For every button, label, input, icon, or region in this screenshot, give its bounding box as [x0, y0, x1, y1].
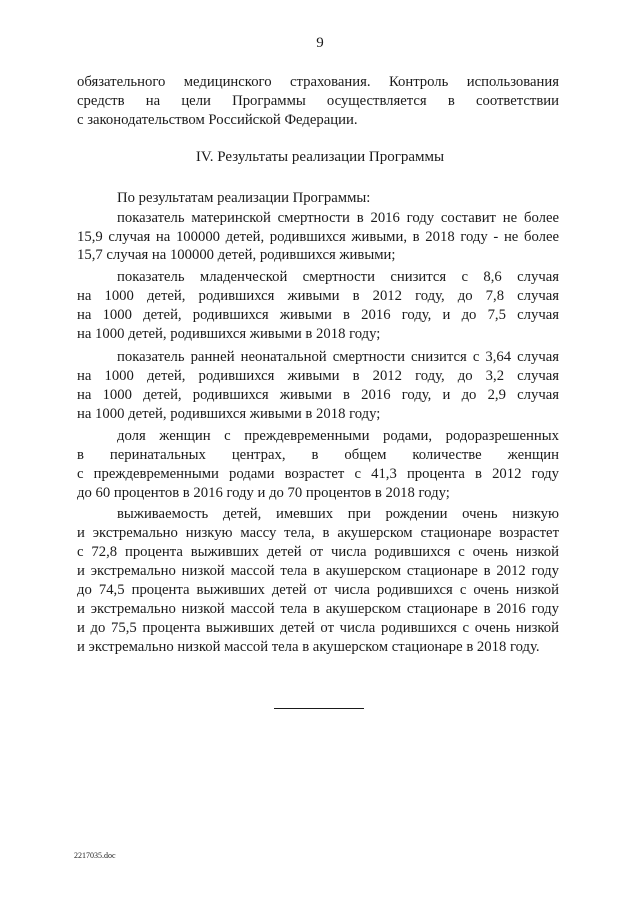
paragraph-line: и экстремально низкой массой тела в акушерском стационаре в 2012 году [77, 563, 559, 579]
paragraph-line: в перинатальных центрах, в общем количестве женщин [77, 447, 559, 463]
lead-line: По результатам реализации Программы: [117, 190, 371, 206]
paragraph-line: на 1000 детей, родившихся живыми в 2016 году, и до 7,5 случая [77, 307, 559, 323]
intro-line: средств на цели Программы осуществляется в соответствии [77, 93, 559, 109]
end-divider [274, 708, 364, 709]
paragraph-line: показатель материнской смертности в 2016 году составит не более [117, 210, 559, 226]
footer-file-code: 2217035.doc [74, 851, 116, 860]
page-number: 9 [316, 35, 324, 51]
section-heading: IV. Результаты реализации Программы [195, 149, 445, 165]
paragraph-line: на 1000 детей, родившихся живыми в 2016 году, и до 2,9 случая [77, 387, 559, 403]
paragraph-line: показатель младенческой смертности снизится с 8,6 случая [117, 269, 559, 285]
paragraph-line: и экстремально низкую массу тела, в акушерском стационаре возрастет [77, 525, 559, 541]
paragraph-line: и до 75,5 процента выживших детей от числа родившихся с очень низкой [77, 620, 559, 636]
paragraph-line: и экстремально низкой массой тела в акушерском стационаре в 2018 году. [77, 639, 540, 655]
paragraph-line: с 72,8 процента выживших детей от числа родившихся с очень низкой [77, 544, 559, 560]
paragraph-line: на 1000 детей, родившихся живыми в 2012 году, до 7,8 случая [77, 288, 559, 304]
paragraph-line: с преждевременными родами возрастет с 41,3 процента в 2012 году [77, 466, 559, 482]
paragraph-line: и экстремально низкой массой тела в акушерском стационаре в 2016 году [77, 601, 559, 617]
paragraph-line: показатель ранней неонатальной смертности снизится с 3,64 случая [117, 349, 559, 365]
paragraph-line: 15,9 случая на 100000 детей, родившихся живыми, в 2018 году - не более [77, 229, 559, 245]
paragraph-line: 15,7 случая на 100000 детей, родившихся живыми; [77, 247, 396, 263]
paragraph-line: на 1000 детей, родившихся живыми в 2012 году, до 3,2 случая [77, 368, 559, 384]
paragraph-line: на 1000 детей, родившихся живыми в 2018 году; [77, 326, 381, 342]
intro-line: обязательного медицинского страхования. Контроль использования [77, 74, 559, 90]
paragraph-line: доля женщин с преждевременными родами, родоразрешенных [117, 428, 559, 444]
paragraph-line: до 60 процентов в 2016 году и до 70 процентов в 2018 году; [77, 485, 450, 501]
paragraph-line: на 1000 детей, родившихся живыми в 2018 году; [77, 406, 381, 422]
paragraph-line: до 74,5 процента выживших детей от числа родившихся с очень низкой [77, 582, 559, 598]
intro-line: с законодательством Российской Федерации. [77, 112, 358, 128]
paragraph-line: выживаемость детей, имевших при рождении очень низкую [117, 506, 559, 522]
